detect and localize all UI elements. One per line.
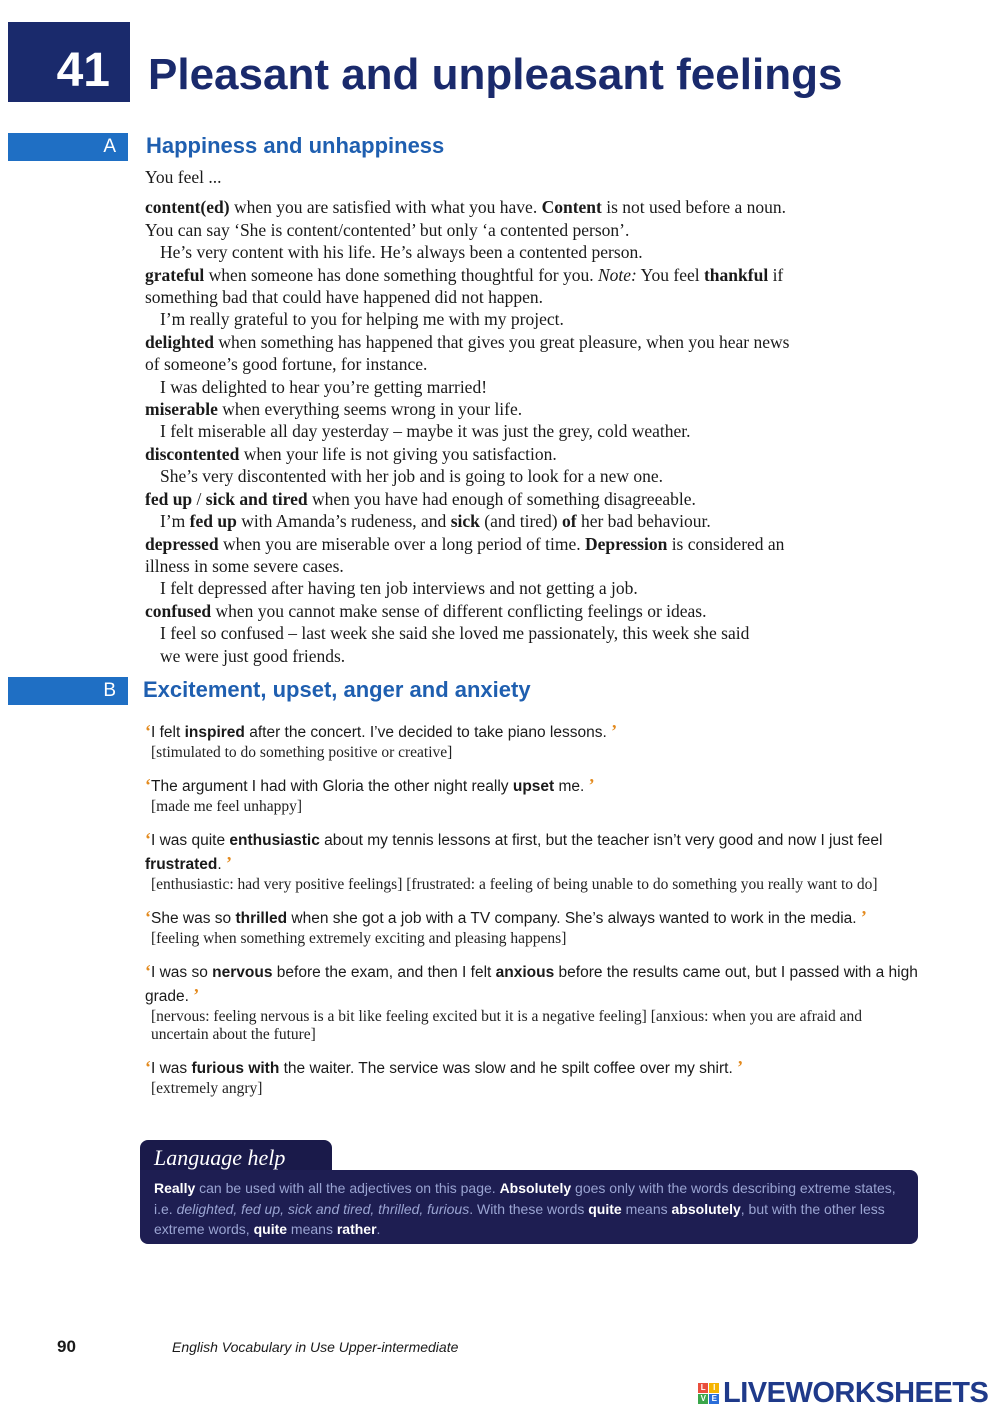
logo-tile: I — [709, 1383, 719, 1393]
quote-item — [145, 960, 920, 1044]
language-help-box: Really can be used with all the adjectives on this page. Absolutely goes only with the words describing extreme states, i.e. delighted, fed up, sick and tired, thrilled, furious. With these words quite means absolutely, but with the other less extreme words, quite means rather. — [140, 1170, 918, 1244]
example-sentence: we were just good friends. — [160, 645, 346, 666]
quote-item — [145, 828, 920, 894]
open-quote-mark: ‘ — [145, 829, 151, 849]
definition-line: grateful when someone has done something thoughtful for you. Note: You feel thankful if — [145, 264, 784, 285]
open-quote-mark: ‘ — [145, 721, 151, 741]
quote-text: ‘I was quite enthusiastic about my tennis lessons at first, but the teacher isn’t very good and now I just feel frustrated. ’ — [145, 829, 883, 873]
liveworksheets-watermark — [698, 1377, 988, 1410]
open-quote-mark: ‘ — [145, 775, 151, 795]
quote-item — [145, 1056, 920, 1098]
definition-line: You feel ... — [145, 167, 222, 187]
example-sentence: I’m fed up with Amanda’s rudeness, and sick (and tired) of her bad behaviour. — [160, 511, 711, 532]
quote-text: ‘I was furious with the waiter. The service was slow and he spilt coffee over my shirt. ’ — [145, 1057, 744, 1077]
quote-text: ‘The argument I had with Gloria the other night really upset me. ’ — [145, 775, 595, 795]
unit-number-box — [8, 22, 130, 102]
quote-gloss: [enthusiastic: had very positive feelings] [frustrated: a feeling of being unable to do something you really want to do] — [151, 876, 878, 893]
open-quote-mark: ‘ — [145, 961, 151, 981]
section-a-marker: A — [8, 133, 128, 161]
section-a-body — [145, 166, 925, 667]
quote-gloss: [stimulated to do something positive or creative] — [151, 744, 453, 761]
example-sentence: He’s very content with his life. He’s always been a contented person. — [160, 242, 643, 263]
example-sentence: I feel so confused – last week she said she loved me passionately, this week she said — [160, 623, 750, 644]
liveworksheets-logo-icon — [698, 1383, 719, 1404]
page-number: 90 — [57, 1337, 76, 1356]
language-help-heading: Language help — [140, 1140, 332, 1174]
book-title: English Vocabulary in Use Upper-intermediate — [172, 1339, 459, 1355]
logo-tile: E — [709, 1394, 719, 1404]
section-b-marker: B — [8, 677, 128, 705]
definition-line: miserable when everything seems wrong in your life. — [145, 399, 523, 420]
definition-line: illness in some severe cases. — [145, 555, 344, 576]
quote-text: ‘I was so nervous before the exam, and then I felt anxious before the results came out, but I passed with a high grade. ’ — [145, 961, 918, 1005]
open-quote-mark: ‘ — [145, 1057, 151, 1077]
definition-line: of someone’s good fortune, for instance. — [145, 354, 428, 375]
quote-item — [145, 720, 920, 762]
definition-line: confused when you cannot make sense of different conflicting feelings or ideas. — [145, 600, 707, 621]
logo-tile: L — [698, 1383, 708, 1393]
definition-line: delighted when something has happened that gives you great pleasure, when you hear news — [145, 331, 790, 352]
example-sentence: She’s very discontented with her job and is going to look for a new one. — [160, 466, 664, 487]
section-b-quotes — [145, 720, 920, 1110]
definition-line: fed up / sick and tired when you have had enough of something disagreeable. — [145, 488, 696, 509]
quote-item — [145, 906, 920, 948]
quote-text: ‘I felt inspired after the concert. I’ve decided to take piano lessons. ’ — [145, 721, 618, 741]
watermark-text: LIVEWORKSHEETS — [723, 1377, 989, 1409]
close-quote-mark: ’ — [611, 721, 618, 741]
quote-item — [145, 774, 920, 816]
definition-line: discontented when your life is not giving you satisfaction. — [145, 443, 557, 464]
example-sentence: I was delighted to hear you’re getting married! — [160, 376, 488, 397]
quote-gloss: [nervous: feeling nervous is a bit like feeling excited but it is a negative feeling] [anxious: when you are afraid and uncertain about the future] — [151, 1008, 863, 1043]
close-quote-mark: ’ — [193, 985, 200, 1005]
definition-line: content(ed) when you are satisfied with what you have. Content is not used before a noun. — [145, 197, 787, 218]
definition-line: something bad that could have happened did not happen. — [145, 287, 544, 308]
quote-gloss: [made me feel unhappy] — [151, 798, 303, 815]
open-quote-mark: ‘ — [145, 907, 151, 927]
example-sentence: I felt depressed after having ten job interviews and not getting a job. — [160, 578, 638, 599]
quote-gloss: [feeling when something extremely exciting and pleasing happens] — [151, 930, 567, 947]
section-b-title: Excitement, upset, anger and anxiety — [143, 677, 531, 702]
quote-text: ‘She was so thrilled when she got a job with a TV company. She’s always wanted to work in the media. ’ — [145, 907, 867, 927]
definition-line: depressed when you are miserable over a long period of time. Depression is considered an — [145, 533, 785, 554]
example-sentence: I felt miserable all day yesterday – maybe it was just the grey, cold weather. — [160, 421, 691, 442]
spacer — [145, 188, 925, 196]
definition-line: You can say ‘She is content/contented’ but only ‘a contented person’. — [145, 219, 630, 240]
close-quote-mark: ’ — [737, 1057, 744, 1077]
close-quote-mark: ’ — [860, 907, 867, 927]
section-a-title: Happiness and unhappiness — [146, 133, 445, 158]
page-title: Pleasant and unpleasant feelings — [148, 50, 843, 99]
close-quote-mark: ’ — [588, 775, 595, 795]
example-sentence: I’m really grateful to you for helping me with my project. — [160, 309, 564, 330]
close-quote-mark: ’ — [225, 853, 232, 873]
unit-number: 41 — [56, 44, 110, 97]
quote-gloss: [extremely angry] — [151, 1080, 263, 1097]
logo-tile: V — [698, 1394, 708, 1404]
